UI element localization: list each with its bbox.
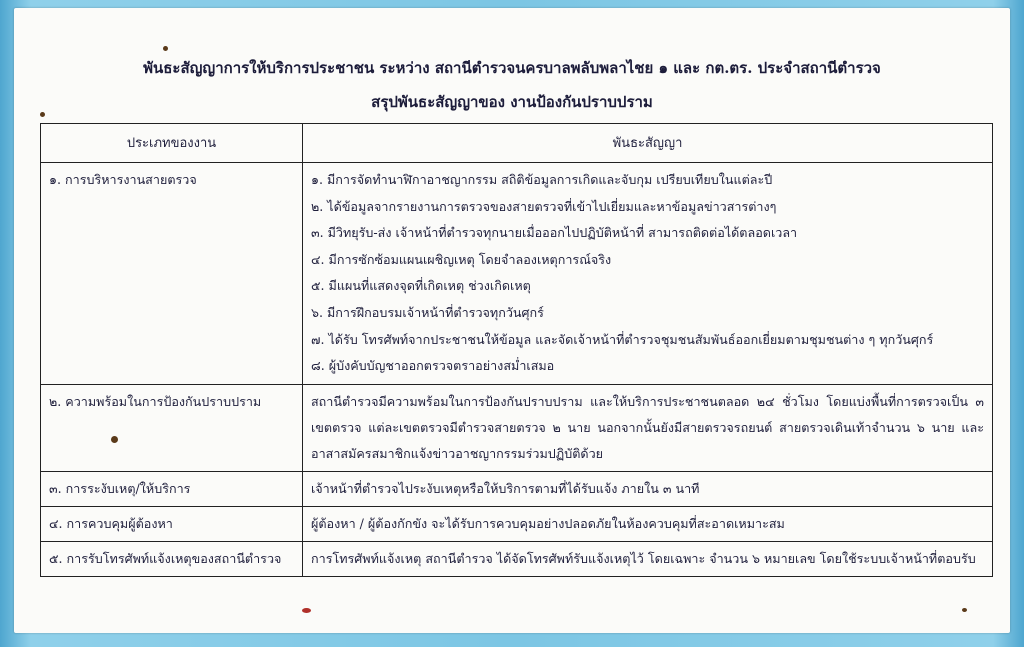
list-item: ๒. ได้ข้อมูลจากรายงานการตรวจของสายตรวจที่เข้าไปเยี่ยมและหาข้อมูลข่าวสารต่างๆ bbox=[311, 198, 777, 214]
stain-mark bbox=[302, 608, 311, 613]
list-item: ๘. ผู้บังคับบัญชาออกตรวจตราอย่างสม่ำเสมอ bbox=[311, 358, 555, 374]
table-row bbox=[41, 163, 993, 385]
document-subtitle: สรุปพันธะสัญญาของ งานป้องกันปราบปราม bbox=[371, 93, 653, 111]
stain-mark bbox=[111, 436, 118, 443]
row-commitment: การโทรศัพท์แจ้งเหตุ สถานีตำรวจ ได้จัดโทรศัพท์รับแจ้งเหตุไว้ โดยเฉพาะ จำนวน ๖ หมายเลข โดยใช้ระบบเจ้าหน้าที่ตอบรับ bbox=[303, 541, 993, 576]
header-commitment: พันธะสัญญา bbox=[303, 124, 993, 163]
list-item: ๖. มีการฝึกอบรมเจ้าหน้าที่ตำรวจทุกวันศุกร์ bbox=[311, 304, 544, 320]
table-row bbox=[41, 384, 993, 471]
table-header-row bbox=[41, 124, 993, 163]
row-commitment: ผู้ต้องหา / ผู้ต้องกักขัง จะได้รับการควบคุมอย่างปลอดภัยในห้องควบคุมที่สะอาดเหมาะสม bbox=[303, 506, 993, 541]
notice-board bbox=[14, 8, 1010, 633]
row-commitment: เจ้าหน้าที่ตำรวจไประงับเหตุหรือให้บริการตามที่ได้รับแจ้ง ภายใน ๓ นาที bbox=[303, 471, 993, 506]
row-category: ๒. ความพร้อมในการป้องกันปราบปราม bbox=[41, 384, 303, 471]
table-row bbox=[41, 471, 993, 506]
list-item: ๓. มีวิทยุรับ-ส่ง เจ้าหน้าที่ตำรวจทุกนายเมื่อออกไปปฏิบัติหน้าที่ สามารถติดต่อได้ตลอดเวลา bbox=[311, 225, 798, 241]
row-category: ๔. การควบคุมผู้ต้องหา bbox=[41, 506, 303, 541]
list-item: ๗. ได้รับ โทรศัพท์จากประชาชนให้ข้อมูล และจัดเจ้าหน้าที่ตำรวจชุมชนสัมพันธ์ออกเยี่ยมตามชุมชนต่าง ๆ ทุกวันศุกร์ bbox=[311, 331, 934, 347]
list-item: ๔. มีการซักซ้อมแผนเผชิญเหตุ โดยจำลองเหตุการณ์จริง bbox=[311, 251, 612, 267]
row-category: ๓. การระงับเหตุ/ให้บริการ bbox=[41, 471, 303, 506]
commitment-table bbox=[40, 123, 993, 577]
list-item: ๑. มีการจัดทำนาฬิกาอาชญากรรม สถิติข้อมูลการเกิดและจับกุม เปรียบเทียบในแต่ละปี bbox=[311, 172, 773, 187]
document-title: พันธะสัญญาการให้บริการประชาชน ระหว่าง สถานีตำรวจนครบาลพลับพลาไชย ๑ และ กต.ตร. ประจำสถานีตำรวจ bbox=[143, 59, 881, 77]
header-work-type: ประเภทของงาน bbox=[41, 124, 303, 163]
row-category: ๑. การบริหารงานสายตรวจ bbox=[41, 163, 303, 385]
row-commitment-list bbox=[303, 163, 993, 385]
stain-mark bbox=[962, 608, 967, 612]
list-item: ๕. มีแผนที่แสดงจุดที่เกิดเหตุ ช่วงเกิดเหตุ bbox=[311, 278, 531, 294]
stain-mark bbox=[163, 46, 168, 51]
stain-mark bbox=[40, 112, 45, 117]
row-category: ๕. การรับโทรศัพท์แจ้งเหตุของสถานีตำรวจ bbox=[41, 541, 303, 576]
table-row bbox=[41, 541, 993, 576]
table-row bbox=[41, 506, 993, 541]
row-commitment: สถานีตำรวจมีความพร้อมในการป้องกันปราบปราม และให้บริการประชาชนตลอด ๒๔ ชั่วโมง โดยแบ่งพื้นที่การตรวจเป็น ๓ เขตตรวจ แต่ละเขตตรวจมีตำรวจสายตรวจ ๒ นาย นอกจากนั้นยังมีสายตรวจรถยนต์ สายตรวจเดินเท้าจำนวน ๖ นาย และอาสาสมัครสมาชิกแจ้งข่าวอาชญากรรมร่วมปฏิบัติด้วย bbox=[303, 384, 993, 471]
